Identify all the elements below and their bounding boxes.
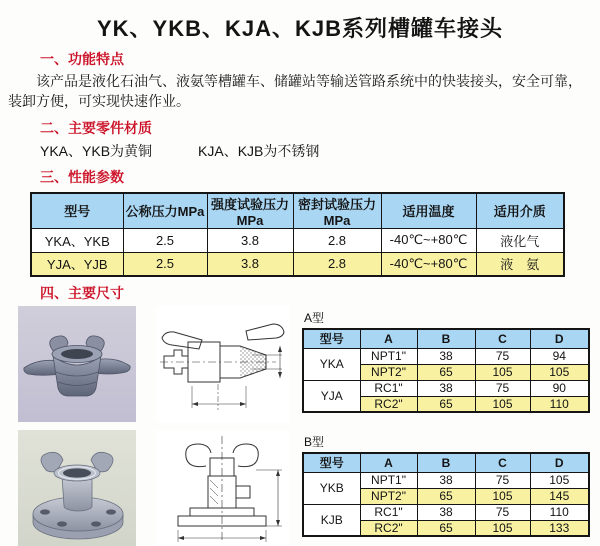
dim-a-col-b: B xyxy=(417,329,475,348)
cell: -40℃~+80℃ xyxy=(381,252,476,276)
page-title: YK、YKB、KJA、KJB系列槽罐车接头 xyxy=(96,16,504,41)
cell: YJA、YJB xyxy=(31,252,123,276)
dim-a-col-d: D xyxy=(530,329,589,348)
dim-b-col-d: D xyxy=(530,453,589,472)
table-row xyxy=(303,380,589,396)
cell: RC2" xyxy=(360,520,417,536)
cell: 75 xyxy=(475,348,530,364)
dim-a-header-row xyxy=(303,329,589,348)
dim-table-a xyxy=(302,328,590,413)
dim-b-col-a: A xyxy=(360,453,417,472)
perf-col-nominal-pressure: 公称压力MPa xyxy=(123,193,207,229)
cell: 2.5 xyxy=(123,252,207,276)
lever-coupling-photo xyxy=(18,306,136,422)
dimension-row-b xyxy=(18,430,600,546)
cell: 38 xyxy=(417,348,475,364)
table-row xyxy=(303,348,589,364)
cell: 65 xyxy=(417,520,475,536)
materials-line xyxy=(40,141,600,161)
cell: 110 xyxy=(530,396,589,412)
material-stainless: KJA、KJB为不锈钢 xyxy=(198,142,320,159)
feature-paragraph: 该产品是液化石油气、液氨等槽罐车、储罐站等输送管路系统中的快装接头，安全可靠，装卸方便，可实现快速作业。 xyxy=(8,73,582,110)
section-3-heading: 三、性能参数 xyxy=(40,168,124,185)
table-row xyxy=(303,472,589,488)
cell: 38 xyxy=(417,380,475,396)
cell: 2.8 xyxy=(293,252,381,276)
cell: 3.8 xyxy=(207,228,293,252)
flanged-coupling-section-drawing xyxy=(156,430,290,546)
cell: 105 xyxy=(475,364,530,380)
dim-table-a-block xyxy=(302,309,590,413)
cell: 105 xyxy=(475,488,530,504)
dimension-row-a xyxy=(18,306,600,422)
cell: 38 xyxy=(417,504,475,520)
cell: 105 xyxy=(475,520,530,536)
cell: 液化气 xyxy=(476,228,564,252)
model-cell: YKB xyxy=(303,472,360,504)
cell: -40℃~+80℃ xyxy=(381,228,476,252)
cell: RC1" xyxy=(360,504,417,520)
section-4-heading: 四、主要尺寸 xyxy=(40,285,124,302)
cell: 145 xyxy=(530,488,589,504)
dim-b-col-model: 型号 xyxy=(303,453,360,472)
dim-a-col-c: C xyxy=(475,329,530,348)
cell: YKA、YKB xyxy=(31,228,123,252)
cell: NPT1" xyxy=(360,472,417,488)
perf-col-medium: 适用介质 xyxy=(476,193,564,229)
dim-b-col-c: C xyxy=(475,453,530,472)
cell: 38 xyxy=(417,472,475,488)
perf-col-temperature: 适用温度 xyxy=(381,193,476,229)
perf-col-seal-test: 密封试验压力MPa xyxy=(293,193,381,229)
cell: 105 xyxy=(530,472,589,488)
cell: 2.8 xyxy=(293,228,381,252)
cell: 105 xyxy=(530,364,589,380)
lever-coupling-section-drawing xyxy=(156,306,290,422)
dim-table-b-caption: B型 xyxy=(304,435,325,450)
cell: 3.8 xyxy=(207,252,293,276)
dim-table-b-block xyxy=(302,433,590,537)
performance-row-yka xyxy=(31,228,564,252)
flanged-coupling-photo xyxy=(18,430,136,546)
cell: 75 xyxy=(475,380,530,396)
cell: 133 xyxy=(530,520,589,536)
model-cell: YJA xyxy=(303,380,360,412)
dim-a-col-model: 型号 xyxy=(303,329,360,348)
dim-table-b xyxy=(302,452,590,537)
performance-header-row xyxy=(31,193,564,229)
performance-table xyxy=(30,192,565,278)
cell: 110 xyxy=(530,504,589,520)
cell: NPT2" xyxy=(360,364,417,380)
dim-a-col-a: A xyxy=(360,329,417,348)
dim-table-a-caption: A型 xyxy=(304,311,325,326)
cell: 105 xyxy=(475,396,530,412)
material-brass: YKA、YKB为黄铜 xyxy=(40,142,153,159)
cell: 液 氨 xyxy=(476,252,564,276)
cell: 2.5 xyxy=(123,228,207,252)
dim-b-col-b: B xyxy=(417,453,475,472)
cell: 65 xyxy=(417,396,475,412)
cell: RC2" xyxy=(360,396,417,412)
cell: RC1" xyxy=(360,380,417,396)
table-row xyxy=(303,504,589,520)
cell: 65 xyxy=(417,488,475,504)
cell: 75 xyxy=(475,504,530,520)
cell: 75 xyxy=(475,472,530,488)
model-cell: KJB xyxy=(303,504,360,536)
perf-col-strength-test: 强度试验压力MPa xyxy=(207,193,293,229)
section-1-heading: 一、功能特点 xyxy=(40,51,124,67)
perf-col-model: 型号 xyxy=(31,193,123,229)
dim-b-header-row xyxy=(303,453,589,472)
cell: 94 xyxy=(530,348,589,364)
performance-row-yja xyxy=(31,252,564,276)
cell: 65 xyxy=(417,364,475,380)
cell: 90 xyxy=(530,380,589,396)
cell: NPT1" xyxy=(360,348,417,364)
section-2-heading: 二、主要零件材质 xyxy=(40,119,152,136)
dimensions-section xyxy=(0,306,600,546)
model-cell: YKA xyxy=(303,348,360,380)
cell: NPT2" xyxy=(360,488,417,504)
